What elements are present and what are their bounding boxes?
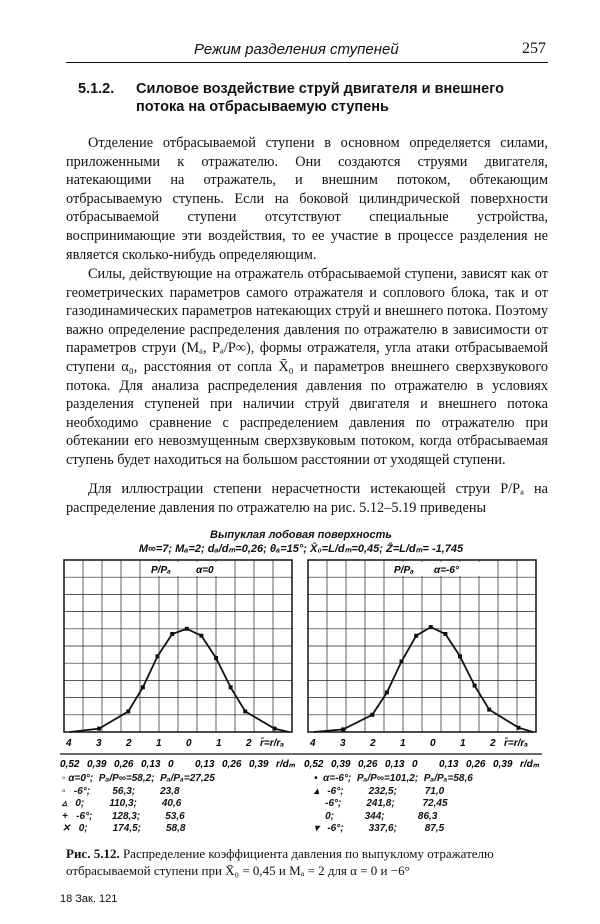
running-header: [66, 40, 548, 63]
x-tick-label-bottom: 0: [412, 759, 418, 770]
legend-left: [62, 773, 215, 836]
left-panel-grid: [64, 560, 292, 732]
data-point: [97, 727, 101, 731]
left-panel: [64, 560, 292, 732]
x-tick-label-bottom: 0,52: [60, 759, 80, 770]
x-tick-label: 3: [96, 738, 102, 749]
data-point: [487, 708, 491, 712]
x-tick-label: 4: [310, 738, 316, 749]
x-axis-label: r̄=r/rₐ: [504, 738, 529, 749]
legend-right: [314, 773, 473, 836]
x-tick-label: 2: [246, 738, 252, 749]
x-tick-label: 2: [126, 738, 132, 749]
data-point: [141, 685, 145, 689]
right-fit-curve: [314, 627, 533, 732]
x-tick-label: 0: [186, 738, 192, 749]
legend-row: ▫ -6°; 56,3; 23,8: [62, 785, 180, 797]
x-axis-label: r̄=r/rₐ: [260, 738, 285, 749]
data-point: [341, 727, 345, 731]
section-title-line2: потока на отбрасываемую ступень: [136, 99, 389, 115]
caption-text: Распределение коэффициента давления по выпуклому отражателю отбрасываемой ступени при X̄₀ = 0,45 и Mₐ = 2 для α = 0 и −6°: [66, 846, 494, 878]
legend-row: ▾ -6°; 337,6; 87,5: [314, 823, 445, 834]
data-point: [458, 654, 462, 658]
x-tick-label-bottom: 0,26: [466, 759, 486, 770]
x-tick-label: 2: [490, 738, 496, 749]
printer-signature: 18 Зак. 121: [60, 893, 118, 905]
x-tick-label-bottom: 0,13: [195, 759, 215, 770]
data-point: [185, 627, 189, 631]
data-point: [443, 632, 447, 636]
x-tick-label: 2: [370, 738, 376, 749]
x-tick-label: 4: [66, 738, 72, 749]
section-title-line1: Силовое воздействие струй двигателя и внешнего: [136, 81, 504, 97]
figure-title: [60, 528, 542, 556]
legend-row: ✕ 0; 174,5; 58,8: [62, 823, 186, 834]
right-panel-grid: [308, 560, 536, 732]
data-point: [385, 690, 389, 694]
legend-row: ▵ 0; 110,3; 40,6: [62, 798, 182, 809]
figure-title-line2: M∞=7; Mₐ=2; dₐ/dₘ=0,26; θₐ=15°; X̄₀=L/dₘ=0,45; Z̄=L/dₘ= -1,745: [138, 543, 464, 555]
figure-5-12: [56, 556, 546, 770]
legend-row: + -6°; 128,3; 53,6: [62, 810, 185, 822]
x-tick-label-bottom: 0,26: [114, 759, 134, 770]
x-tick-label-bottom: 0,26: [358, 759, 378, 770]
data-point: [517, 726, 521, 730]
data-point: [126, 709, 130, 713]
running-title: Режим разделения ступеней: [194, 41, 399, 58]
paragraph-3: Для иллюстрации степени нерасчетности истекающей струи P/Pₐ на распределение давления по отражателю на рис. 5.12–5.19 приведены: [66, 481, 548, 516]
legend-row: ▴ -6°; 232,5; 71,0: [314, 785, 445, 797]
x-tick-label: 0: [430, 738, 436, 749]
x-tick-label: 1: [400, 738, 406, 749]
legend-row: -6°; 241,8; 72,45: [314, 798, 448, 809]
x-tick-label: 1: [460, 738, 466, 749]
section-heading: [78, 80, 548, 116]
x-tick-label-bottom: r/dₘ: [520, 759, 540, 770]
data-point: [414, 634, 418, 638]
data-point: [429, 625, 433, 629]
right-data-points: [341, 625, 520, 731]
x-tick-label: 1: [156, 738, 162, 749]
figure-caption: [66, 845, 548, 879]
x-tick-label: 1: [216, 738, 222, 749]
x-tick-label-bottom: 0,39: [87, 759, 107, 770]
data-point: [214, 656, 218, 660]
x-tick-label-bottom: 0,13: [141, 759, 161, 770]
data-point: [400, 660, 404, 664]
data-point: [273, 727, 277, 731]
right-panel: [308, 560, 536, 732]
x-tick-label-bottom: r/dₘ: [276, 759, 296, 770]
section-number: 5.1.2.: [78, 81, 115, 97]
left-alpha-label: α=0: [196, 565, 214, 576]
caption-label: Рис. 5.12.: [66, 846, 120, 861]
right-alpha-label: α=-6°: [434, 565, 459, 576]
legend-row: ◦ α=0°; Pₐ/P∞=58,2; Pₐ/Pₐ=27,25: [62, 773, 215, 784]
x-tick-label-bottom: 0,52: [304, 759, 324, 770]
data-point: [170, 632, 174, 636]
right-ylabel: P/Pₐ: [394, 565, 414, 576]
page-number: 257: [522, 40, 546, 57]
x-tick-label-bottom: 0,26: [222, 759, 242, 770]
x-tick-label-bottom: 0,39: [331, 759, 351, 770]
data-point: [156, 654, 160, 658]
data-point: [229, 685, 233, 689]
data-point: [199, 634, 203, 638]
x-tick-label: 3: [340, 738, 346, 749]
data-point: [243, 709, 247, 713]
paragraph-2: Силы, действующие на отражатель отбрасываемой ступени, зависят как от геометрических параметров самого отражателя и соплового блока, так и от газодинамических параметров натекающих струй и внешнего потока. Поэтому важно определение распределения давления по отражателю в зависимости от параметров струи (Mₐ, Pₐ/P∞), формы отражателя, угла атаки отбрасываемой ступени α₀, расстояния от сопла X̄₀ и параметров внешнего сверхзвукового потока. Для анализа распределения давления по отражателю в условиях разделения ступеней при наличии струй двигателя и внешнего потока необходимо сравнение с распределением давления по отражателю при обтекании его невозмущенным сверхзвуковым потоком, когда отбрасываемая ступень будет находиться на большом расстоянии от уходящей ступени.: [66, 266, 548, 468]
figure-title-line1: Выпуклая лобовая поверхность: [210, 529, 392, 541]
x-tick-label-bottom: 0,39: [493, 759, 513, 770]
x-tick-label-bottom: 0: [168, 759, 174, 770]
left-ylabel: P/Pₐ: [151, 565, 171, 576]
x-tick-label-bottom: 0,39: [249, 759, 269, 770]
legend-row: • α=-6°; Pₐ/P∞=101,2; Pₐ/Pₐ=58,6: [314, 773, 473, 784]
legend-row: 0; 344; 86,3: [314, 810, 438, 822]
paragraph-1: Отделение отбрасываемой ступени в основном определяется силами, приложенными к отражателю. Они создаются струями двигателя, натекающими на отражатель, и внешним потоком, обтекающим отбрасываемую ступень. Если на боковой цилиндрической поверхности отбрасываемой ступени отсутствуют специальные устройства, воспринимающие эти воздействия, то ее участие в процессе разделения не является сколько-нибудь определяющим.: [66, 135, 548, 263]
data-point: [473, 684, 477, 688]
data-point: [370, 713, 374, 717]
x-tick-label-bottom: 0,13: [385, 759, 405, 770]
x-tick-label-bottom: 0,13: [439, 759, 459, 770]
